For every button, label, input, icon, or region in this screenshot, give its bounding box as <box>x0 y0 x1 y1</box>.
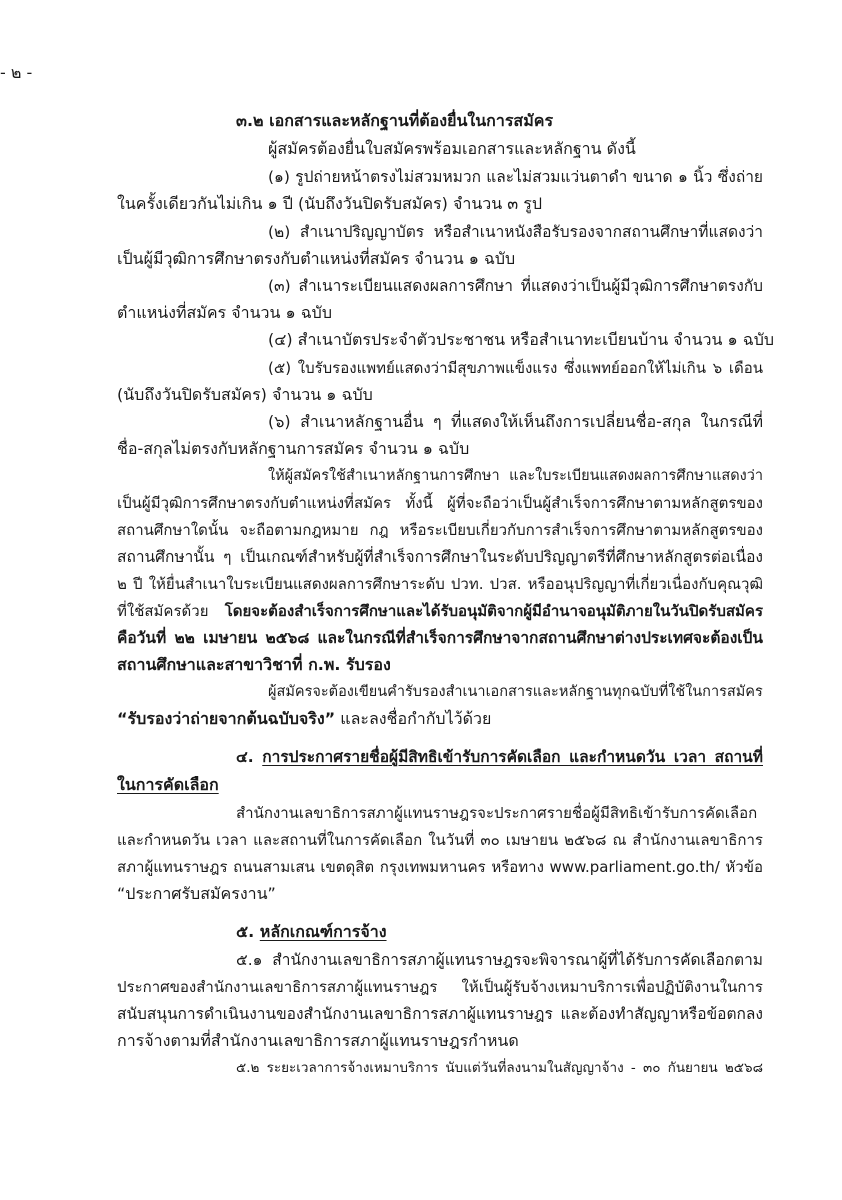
section-5-number: ๕. <box>236 922 260 941</box>
line-6-bold-text: โดยจะต้องสำเร็จการศึกษาและได้รับอนุมัติจากผู้มีอำนาจอนุมัติภายในวันปิดรับสมัคร <box>224 602 763 620</box>
section-5-heading <box>236 919 387 945</box>
item-6-line-1: (๖) สำเนาหลักฐานอื่น ๆ ที่แสดงให้เห็นถึงการเปลี่ยนชื่อ-สกุล ในกรณีที่ <box>268 412 763 431</box>
item-5-line-1: (๕) ใบรับรองแพทย์แสดงว่ามีสุขภาพแข็งแรง ซึ่งแพทย์ออกให้ไม่เกิน ๖ เดือน <box>268 359 763 377</box>
item-1-line-1: (๑) รูปถ่ายหน้าตรงไม่สวมหมวก และไม่สวมแว่นตาดำ ขนาด ๑ นิ้ว ซึ่งถ่าย <box>268 168 763 186</box>
certify-para-line-1: ผู้สมัครจะต้องเขียนคำรับรองสำเนาเอกสารและหลักฐานทุกฉบับที่ใช้ในการสมัคร <box>268 684 763 700</box>
item-2-line-1: (๒) สำเนาปริญญาบัตร หรือสำเนาหนังสือรับรองจากสถานศึกษาที่แสดงว่า <box>268 223 763 241</box>
item-3-line-2: ตำแหน่งที่สมัคร จำนวน ๑ ฉบับ <box>117 303 332 322</box>
section-5-2: ๕.๒ ระยะเวลาการจ้างเหมาบริการ นับแต่วันที่ลงนามในสัญญาจ้าง - ๓๐ กันยายน ๒๕๖๘ <box>236 1060 763 1076</box>
qualification-para-line-2: เป็นผู้มีวุฒิการศึกษาตรงกับตำแหน่งที่สมัคร ทั้งนี้ ผู้ที่จะถือว่าเป็นผู้สำเร็จการศึกษาตามหลักสูตรของ <box>117 494 763 512</box>
section-5-1-line-2: ประกาศของสำนักงานเลขาธิการสภาผู้แทนราษฎร ให้เป็นผู้รับจ้างเหมาบริการเพื่อปฏิบัติงานในการ <box>117 978 763 996</box>
section-5-heading-text: หลักเกณฑ์การจ้าง <box>259 922 387 941</box>
item-5-line-2: (นับถึงวันปิดรับสมัคร) จำนวน ๑ ฉบับ <box>117 385 373 404</box>
section-4-body-line-1: สำนักงานเลขาธิการสภาผู้แทนราษฎรจะประกาศรายชื่อผู้มีสิทธิเข้ารับการคัดเลือก <box>236 804 758 822</box>
section-4-heading-line-1 <box>236 744 763 770</box>
certify-suffix: และลงชื่อกำกับไว้ด้วย <box>335 709 492 728</box>
section-4-number: ๔. <box>236 748 263 766</box>
qualification-para-line-6 <box>117 598 763 624</box>
section-5-1-line-3: สนับสนุนการดำเนินงานของสำนักงานเลขาธิการสภาผู้แทนราษฎร และต้องทำสัญญาหรือข้อตกลง <box>117 1005 763 1023</box>
section-5-1-line-1: ๕.๑ สำนักงานเลขาธิการสภาผู้แทนราษฎรจะพิจารณาผู้ที่ได้รับการคัดเลือกตาม <box>236 951 763 969</box>
qualification-para-line-3: สถานศึกษาใดนั้น จะถือตามกฎหมาย กฎ หรือระเบียบเกี่ยวกับการสำเร็จการศึกษาตามหลักสูตรของ <box>117 521 763 539</box>
section-5-1-line-4: การจ้างตามที่สำนักงานเลขาธิการสภาผู้แทนราษฎรกำหนด <box>117 1031 519 1050</box>
section-4-body-line-2: และกำหนดวัน เวลา และสถานที่ในการคัดเลือก ในวันที่ ๓๐ เมษายน ๒๕๖๘ ณ สำนักงานเลขาธิการ <box>117 831 763 849</box>
section-3-2-intro: ผู้สมัครต้องยื่นใบสมัครพร้อมเอกสารและหลักฐาน ดังนี้ <box>268 139 636 158</box>
qualification-para-line-4: สถานศึกษานั้น ๆ เป็นเกณฑ์สำหรับผู้ที่สำเร็จการศึกษาในระดับปริญญาตรีที่ศึกษาหลักสูตรต่อเนื่อง <box>117 548 763 566</box>
qualification-para-line-5: ๒ ปี ให้ยื่นสำเนาใบระเบียนแสดงผลการศึกษาระดับ ปวท. ปวส. หรืออนุปริญญาที่เกี่ยวเนื่องกับคุณวุฒิ <box>117 575 763 593</box>
item-6-line-2: ชื่อ-สกุลไม่ตรงกับหลักฐานการสมัคร จำนวน ๑ ฉบับ <box>117 439 470 458</box>
line-6-plain-text: ที่ใช้สมัครด้วย <box>117 602 225 620</box>
section-3-2-heading: ๓.๒ เอกสารและหลักฐานที่ต้องยื่นในการสมัคร <box>236 111 554 130</box>
qualification-para-line-7: คือวันที่ ๒๒ เมษายน ๒๕๖๘ และในกรณีที่สำเร็จการศึกษาจากสถานศึกษาต่างประเทศจะต้องเป็น <box>117 629 763 647</box>
section-4-body-line-4: “ประกาศรับสมัครงาน” <box>117 884 276 903</box>
section-4-heading-text: การประกาศรายชื่อผู้มีสิทธิเข้ารับการคัดเลือก และกำหนดวัน เวลา สถานที่ <box>262 748 763 766</box>
qualification-para-line-1: ให้ผู้สมัครใช้สำเนาหลักฐานการศึกษา และใบระเบียนแสดงผลการศึกษาแสดงว่า <box>268 468 763 484</box>
section-4-body-line-3: สภาผู้แทนราษฎร ถนนสามเสน เขตดุสิต กรุงเทพมหานคร หรือทาง www.parliament.go.th/ หัวข้อ <box>117 858 763 876</box>
page-number: - ๒ - <box>0 63 33 82</box>
section-4-heading-line-2: ในการคัดเลือก <box>117 775 219 794</box>
certify-phrase: “รับรองว่าถ่ายจากต้นฉบับจริง” <box>117 709 336 728</box>
qualification-para-line-8: สถานศึกษาและสาขาวิชาที่ ก.พ. รับรอง <box>117 655 391 674</box>
item-3-line-1: (๓) สำเนาระเบียนแสดงผลการศึกษา ที่แสดงว่าเป็นผู้มีวุฒิการศึกษาตรงกับ <box>268 277 763 295</box>
certify-para-line-2 <box>117 706 491 732</box>
item-1-line-2: ในครั้งเดียวกันไม่เกิน ๑ ปี (นับถึงวันปิดรับสมัคร) จำนวน ๓ รูป <box>117 194 543 213</box>
item-4: (๔) สำเนาบัตรประจำตัวประชาชน หรือสำเนาทะเบียนบ้าน จำนวน ๑ ฉบับ <box>268 330 774 349</box>
item-2-line-2: เป็นผู้มีวุฒิการศึกษาตรงกับตำแหน่งที่สมัคร จำนวน ๑ ฉบับ <box>117 249 516 268</box>
